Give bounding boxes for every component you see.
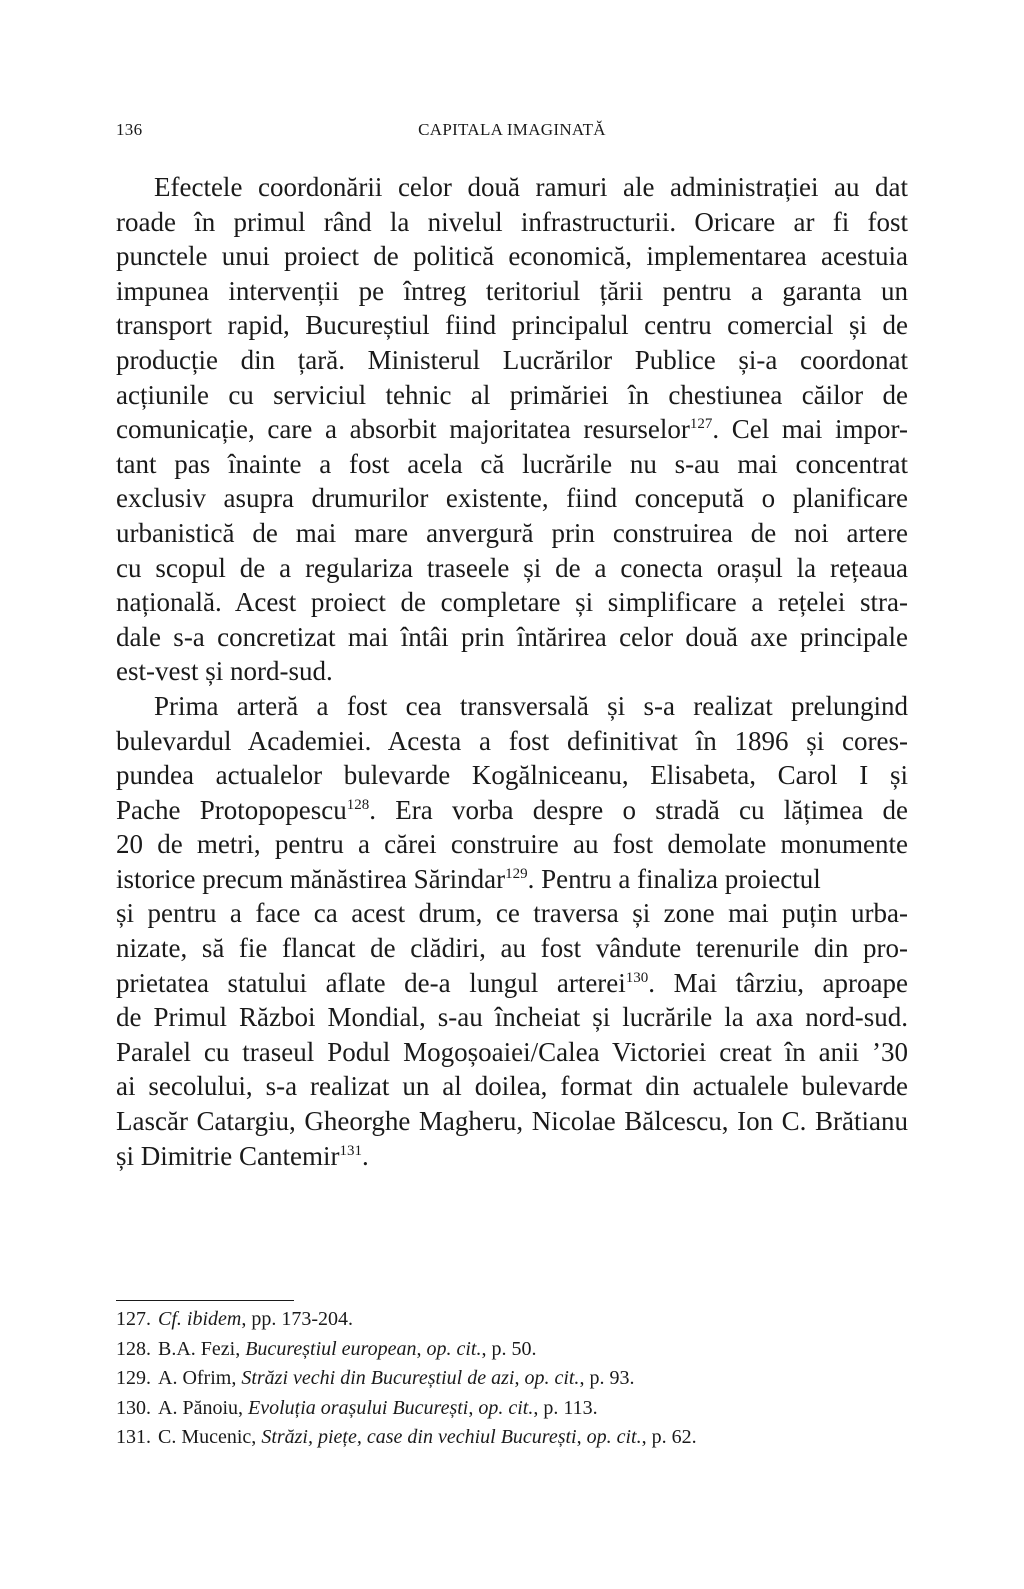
- text-line: istorice precum mănăstirea Sărindar$^{129}$. Pentru a finaliza proiectul: [116, 863, 821, 894]
- text-line: Paralel cu traseul Podul Mogoșoaiei/Calea Victoriei creat în anii ’30: [116, 1036, 908, 1067]
- text-line: Prima arteră a fost cea transversală și s-a realizat prelungind: [154, 690, 908, 721]
- text-line: ai secolului, s-a realizat un al doilea, format din actualele bulevarde: [116, 1071, 908, 1102]
- body-text: [116, 170, 908, 1173]
- text-line: transport rapid, Bucureștiul fiind principalul centru comercial și de: [116, 310, 908, 341]
- footnote-ref[interactable]: 131: [339, 1142, 362, 1159]
- text-line: acțiunile cu serviciul tehnic al primăriei în chestiunea căilor de: [116, 379, 908, 410]
- footnote-ref[interactable]: 130: [625, 969, 649, 986]
- footnote-separator: [116, 1300, 294, 1301]
- text-line: urbanistică de mai mare anvergură prin construirea de noi artere: [116, 517, 908, 548]
- footnote-number: 130.: [116, 1396, 151, 1419]
- footnote-number: 129.: [116, 1367, 151, 1390]
- footnote: 131. C. Mucenic, Străzi, piețe, case din vechiul București, op. cit., p. 62.: [116, 1423, 908, 1453]
- text-line: Pache Protopopescu$^{128}$. Era vorba despre o stradă cu lățimea de: [116, 794, 908, 825]
- citation-title: op. cit.: [426, 1337, 482, 1360]
- citation-title: op. cit.: [586, 1426, 642, 1449]
- citation-title: Străzi, piețe, case din vechiul București: [261, 1426, 577, 1449]
- text-line: producție din țară. Ministerul Lucrărilor Publice și-a coordonat: [116, 344, 908, 375]
- paragraph: [116, 170, 908, 689]
- page-number: 136: [116, 120, 143, 139]
- footnotes: [116, 1305, 908, 1453]
- footnote-number: 131.: [116, 1426, 151, 1449]
- text-line: exclusiv asupra drumurilor existente, fiind concepută o planificare: [116, 483, 908, 514]
- text-line: roade în primul rând la nivelul infrastructurii. Oricare ar fi fost: [116, 206, 908, 237]
- footnote-number: 128.: [116, 1337, 151, 1360]
- footnote-ref[interactable]: 128: [346, 796, 370, 813]
- text-line: și pentru a face ca acest drum, ce traversa și zone mai puțin urba-: [116, 898, 908, 929]
- citation-title: op. cit.: [524, 1367, 580, 1390]
- running-title: CAPITALA IMAGINATĂ: [418, 120, 606, 139]
- text-line: est-vest și nord-sud.: [116, 656, 333, 687]
- footnote-ref[interactable]: 129: [505, 865, 528, 882]
- text-line: cu scopul de a regulariza traseele și de a conecta orașul la rețeaua: [116, 552, 908, 583]
- text-line: dale s-a concretizat mai întâi prin întărirea celor două axe principale: [116, 621, 908, 652]
- text-line: impunea intervenții pe întreg teritoriul țării pentru a garanta un: [116, 275, 908, 306]
- citation-title: Străzi vechi din Bucureștiul de azi: [241, 1367, 515, 1390]
- text-line: comunicație, care a absorbit majoritatea resurselor$^{127}$. Cel mai impor-: [116, 414, 908, 445]
- footnote-number: 127.: [116, 1308, 151, 1330]
- running-header: [116, 120, 908, 144]
- footnote: 130. A. Pănoiu, Evoluția orașului București, op. cit., p. 113.: [116, 1394, 908, 1424]
- text-line: 20 de metri, pentru a cărei construire au fost demolate monumente: [116, 829, 908, 860]
- text-line: prietatea statului aflate de-a lungul arterei$^{130}$. Mai târziu, aproape: [116, 967, 908, 998]
- text-line: pundea actualelor bulevarde Kogălniceanu, Elisabeta, Carol I și: [116, 760, 908, 791]
- footnote: 127. Cf. ibidem, pp. 173-204.: [116, 1305, 908, 1335]
- citation-title: Cf. ibidem: [158, 1308, 242, 1330]
- footnote: 128. B.A. Fezi, Bucureștiul european, op. cit., p. 50.: [116, 1335, 908, 1365]
- text-line: Lascăr Catargiu, Gheorghe Magheru, Nicolae Bălcescu, Ion C. Brătianu: [116, 1106, 908, 1137]
- text-line: Efectele coordonării celor două ramuri ale administrației au dat: [154, 172, 908, 202]
- text-line: bulevardul Academiei. Acesta a fost definitivat în 1896 și cores-: [116, 725, 908, 756]
- citation-title: Evoluția orașului București: [248, 1396, 469, 1419]
- paragraph: [116, 689, 908, 1173]
- citation-title: Bucureștiul european: [245, 1337, 417, 1360]
- text-line: de Primul Război Mondial, s-au încheiat și lucrările la axa nord-sud.: [116, 1002, 908, 1033]
- text-line: punctele unui proiect de politică economică, implementarea acestuia: [116, 241, 908, 272]
- text-line: națională. Acest proiect de completare și simplificare a rețelei stra-: [116, 587, 908, 618]
- text-line: tant pas înainte a fost acela că lucrările nu s-au mai concentrat: [116, 448, 908, 479]
- text-line: nizate, să fie flancat de clădiri, au fost vândute terenurile din pro-: [116, 933, 908, 964]
- citation-title: op. cit.: [478, 1396, 534, 1419]
- footnote-ref[interactable]: 127: [689, 416, 713, 433]
- footnote: 129. A. Ofrim, Străzi vechi din Bucureștiul de azi, op. cit., p. 93.: [116, 1364, 908, 1394]
- text-line: și Dimitrie Cantemir$^{131}$.: [116, 1140, 369, 1171]
